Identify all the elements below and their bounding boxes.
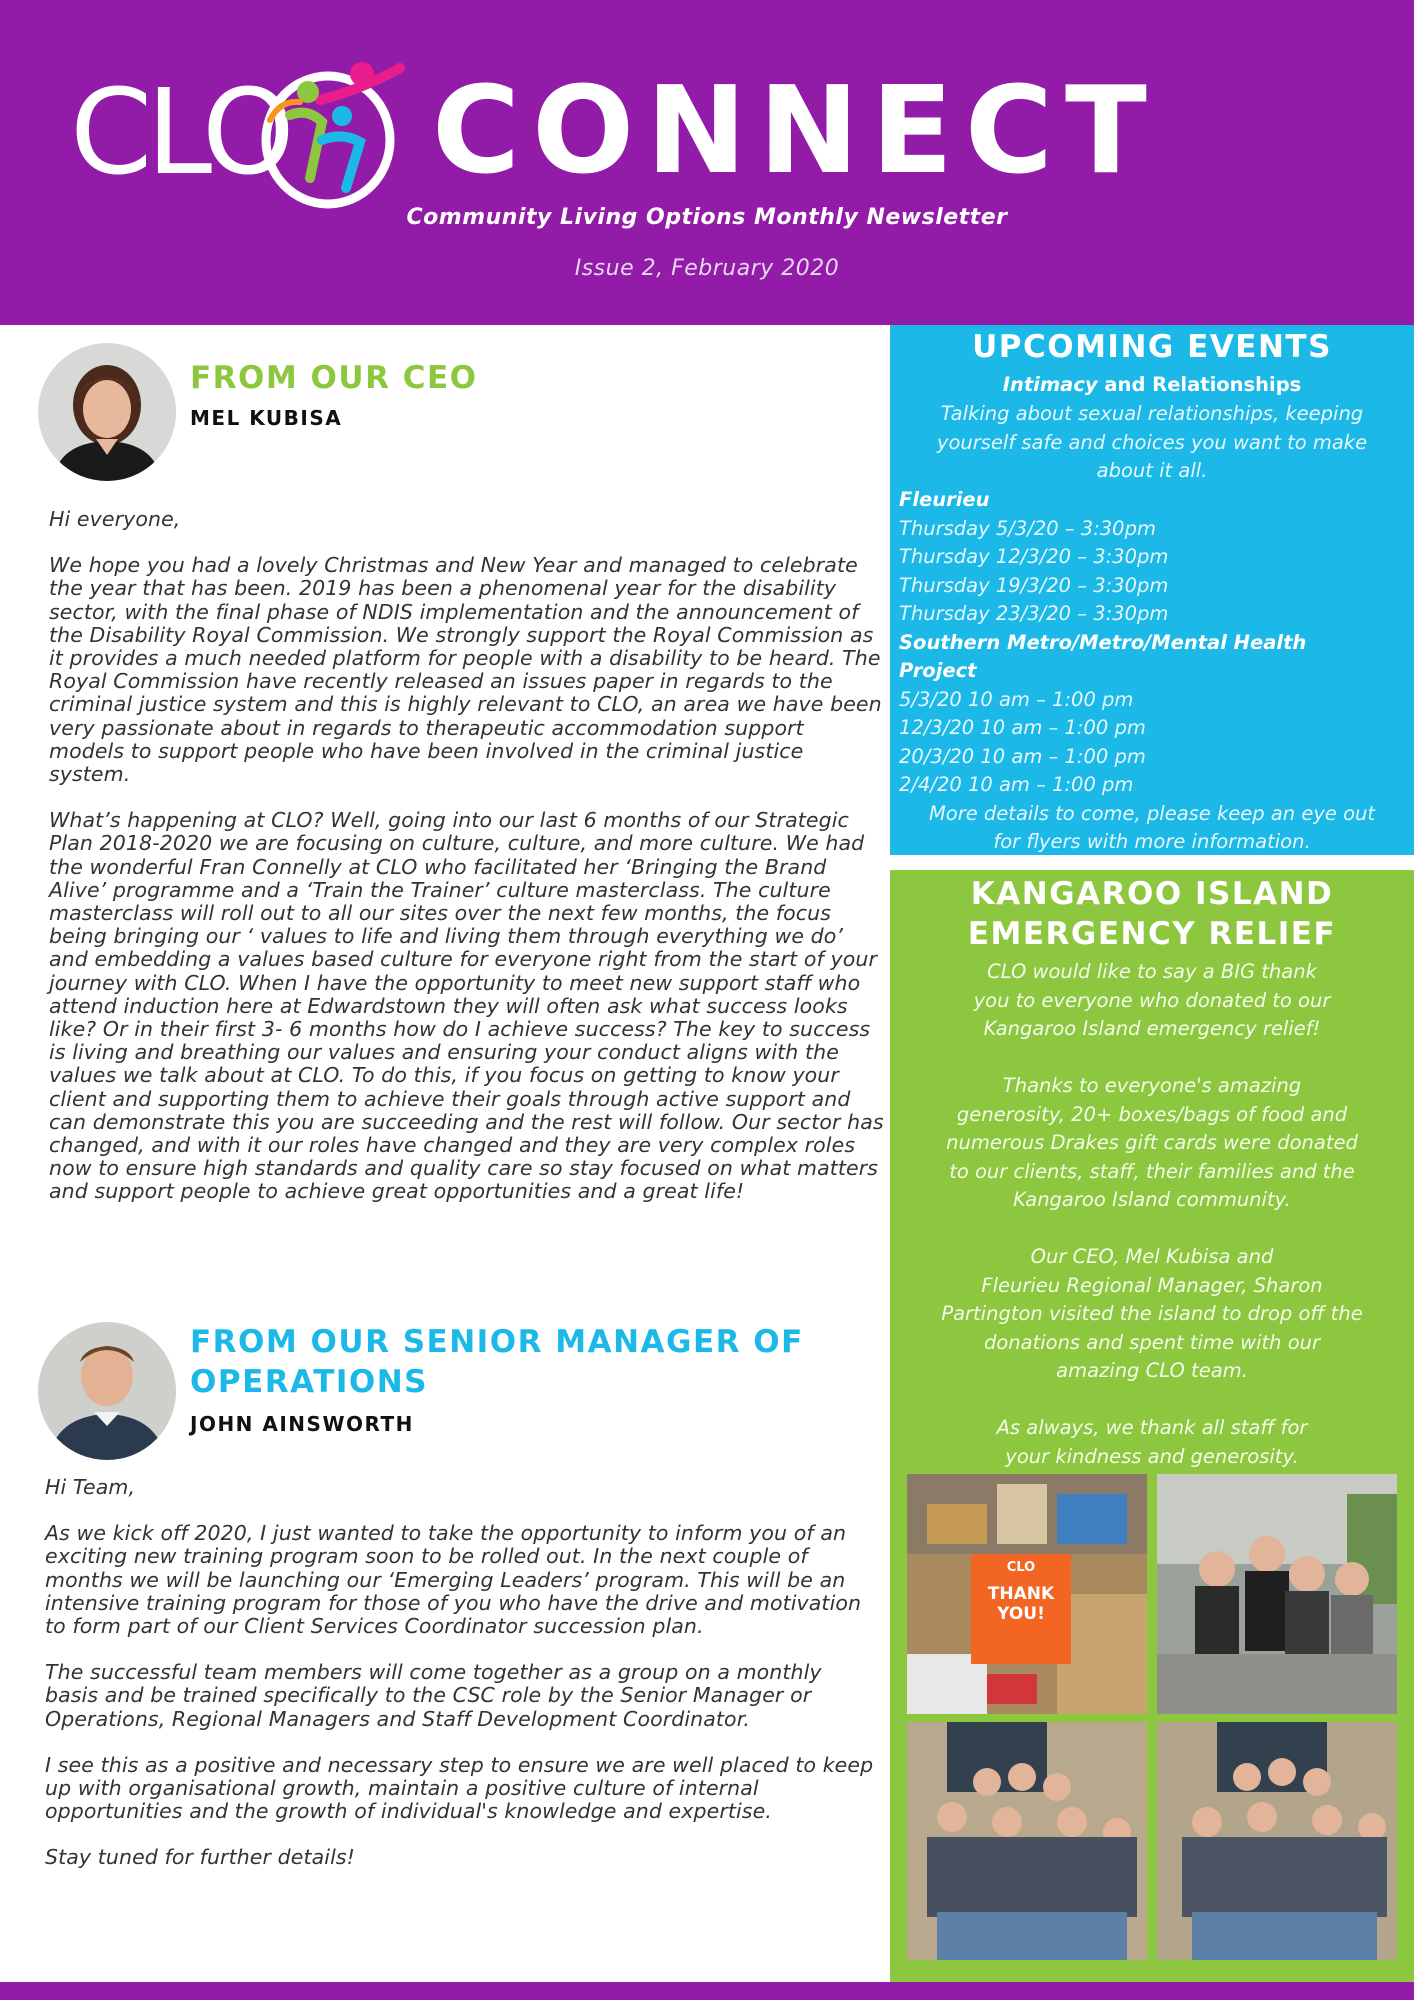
event-description-line: yourself safe and choices you want to make [936,430,1368,454]
events-footer-line: for flyers with more information. [993,830,1311,853]
logo-figures-icon [250,60,460,210]
group-photo-2 [1157,1722,1397,1960]
issue-label: Issue 2, February 2020 [574,256,840,281]
events-heading: UPCOMING EVENTS [972,329,1332,365]
thank-you-sign-line: THANK [987,1584,1055,1604]
region-metro-cont: Project [899,659,977,682]
logo-text: CLO [70,63,289,201]
kangaroo-text-line: you to everyone who donated to our [973,988,1331,1012]
kangaroo-text-line: Thanks to everyone's amazing [1002,1074,1302,1097]
event-date: Thursday 23/3/20 – 3:30pm [899,602,1169,625]
ops-paragraph: I see this as a positive and necessary step to ensure we are well placed to keep up with organisational growth, maintain a positive culture of internal opportunities and the growth of individual's knowledge and expertise. [45,1752,874,1824]
kangaroo-text-line: generosity, 20+ boxes/bags of food and [956,1102,1348,1126]
kangaroo-text-line: to our clients, staff, their families and the [949,1159,1355,1183]
ops-paragraph: As we kick off 2020, I just wanted to take the opportunity to inform you of an exciting new training program soon to be rolled out. In the next couple of months we will be launching our ‘Emerging Leaders’ program. This will be an intensive training program for those of you who have the drive and motivation to form part of our Client Services Coordinator succession plan. [45,1521,862,1639]
kangaroo-text-line: numerous Drakes gift cards were donated [946,1131,1358,1154]
kangaroo-heading-line: KANGAROO ISLAND [970,876,1334,912]
event-date: 12/3/20 10 am – 1:00 pm [899,716,1146,739]
clo-logo [70,60,395,205]
ceo-heading: FROM OUR CEO [190,360,478,396]
thank-you-sign-brand: CLO [1006,1560,1036,1575]
ops-name: JOHN AINSWORTH [190,1412,414,1436]
kangaroo-text-line: Our CEO, Mel Kubisa and [1030,1245,1274,1268]
event-title-rest: and Relationships [1097,373,1302,396]
event-date: 5/3/20 10 am – 1:00 pm [899,687,1134,711]
event-title-italic: Intimacy [1002,373,1098,396]
ceo-name: MEL KUBISA [190,406,343,430]
event-description-line: about it all. [1096,459,1208,482]
kangaroo-text-line: Fleurieu Regional Manager, Sharon [981,1273,1323,1297]
ops-letter [45,1476,880,1870]
newsletter-subtitle: Community Living Options Monthly Newsletter [406,205,1008,230]
event-date: Thursday 12/3/20 – 3:30pm [899,545,1169,568]
footer-bar [0,1982,1414,2000]
kangaroo-text-line: CLO would like to say a BIG thank [987,960,1317,983]
kangaroo-text-line: your kindness and generosity. [1005,1444,1299,1468]
team-table-photo [1157,1474,1397,1714]
ceo-paragraph: What’s happening at CLO? Well, going into our last 6 months of our Strategic Plan 2018-2020 we are focusing on culture, culture, and more culture. We had the wonderful Fran Connelly at CLO who facilitated her ‘Bringing the Brand Alive’ programme and a ‘Train the Trainer’ culture masterclass. The culture masterclass will roll out to all our sites over the next few months, the focus being bringing our ‘ values to life and living them through everything we do’ and embedding a values based culture for everyone right from the start of your journey with CLO. When I have the opportunity to meet new support staff who attend induction here at Edwardstown they will often ask what success looks like? Or in their first 3- 6 months how do I achieve success? The key to success is living and breathing our values and ensuring your conduct aligns with the values we talk about at CLO. To do this, if you focus on getting to know your client and supporting them to achieve their goals through active support and can demonstrate this you are succeeding and the rest will follow. Our sector has changed, and with it our roles have changed and they are very complex roles now to ensure high standards and quality care so stay focused on what matters and support people to achieve great opportunities and a great life! [49,808,884,1204]
event-title [900,371,1404,400]
ops-heading [190,1322,804,1402]
upcoming-events-panel [890,325,1414,855]
events-footer-line: More details to come, please keep an eye out [928,801,1376,825]
ops-paragraph: The successful team members will come together as a group on a monthly basis and be trained specifically to the CSC role by the Senior Manager or Operations, Regional Managers and Staff Development Coordinator. [45,1660,822,1731]
ops-heading-line: OPERATIONS [190,1364,429,1400]
kangaroo-heading [890,874,1414,954]
region-metro: Southern Metro/Metro/Mental Health [899,630,1307,654]
kangaroo-text-line: As always, we thank all staff for [996,1416,1308,1439]
kangaroo-text-line: Partington visited the island to drop off the [941,1302,1363,1325]
kangaroo-text-line: Kangaroo Island community. [1013,1188,1291,1211]
ops-paragraph: Stay tuned for further details! [45,1845,355,1870]
kangaroo-text-line: Kangaroo Island emergency relief! [983,1017,1321,1040]
event-date: Thursday 19/3/20 – 3:30pm [899,573,1169,597]
thank-you-sign-line: YOU! [997,1604,1045,1624]
region-fleurieu: Fleurieu [899,488,990,511]
kangaroo-text-line: amazing CLO team. [1056,1359,1248,1382]
thank-you-sign-text [971,1584,1071,1624]
event-date: 20/3/20 10 am – 1:00 pm [899,744,1146,768]
newsletter-header [0,0,1414,325]
ops-paragraph: Hi Team, [45,1475,136,1499]
kangaroo-text-line: donations and spent time with our [983,1330,1321,1354]
ceo-letter [49,508,884,1204]
ops-heading-line: FROM OUR SENIOR MANAGER OF [190,1324,804,1360]
ops-avatar [38,1322,176,1460]
ceo-avatar [38,343,176,481]
event-description-line: Talking about sexual relationships, keeping [940,402,1364,425]
newsletter-title: CONNECT [432,62,1159,201]
ceo-paragraph: Hi everyone, [49,507,181,531]
group-photo-1 [907,1722,1147,1960]
donations-photo [907,1474,1147,1714]
kangaroo-heading-line: EMERGENCY RELIEF [967,916,1337,952]
ceo-paragraph: We hope you had a lovely Christmas and New Year and managed to celebrate the year that has been. 2019 has been a phenomenal year for the disability sector, with the final phase of NDIS implementation and the announcement of the Disability Royal Commission. We strongly support the Royal Commission as it provides a much needed platform for people with a disability to be heard. The Royal Commission have recently released an issues paper in regards to the criminal justice system and this is highly relevant to CLO, an area we have been very passionate about in regards to therapeutic accommodation support models to support people who have been involved in the criminal justice system. [49,553,882,787]
event-date: 2/4/20 10 am – 1:00 pm [899,773,1134,796]
event-date: Thursday 5/3/20 – 3:30pm [899,516,1156,540]
kangaroo-island-panel [890,870,1414,1982]
